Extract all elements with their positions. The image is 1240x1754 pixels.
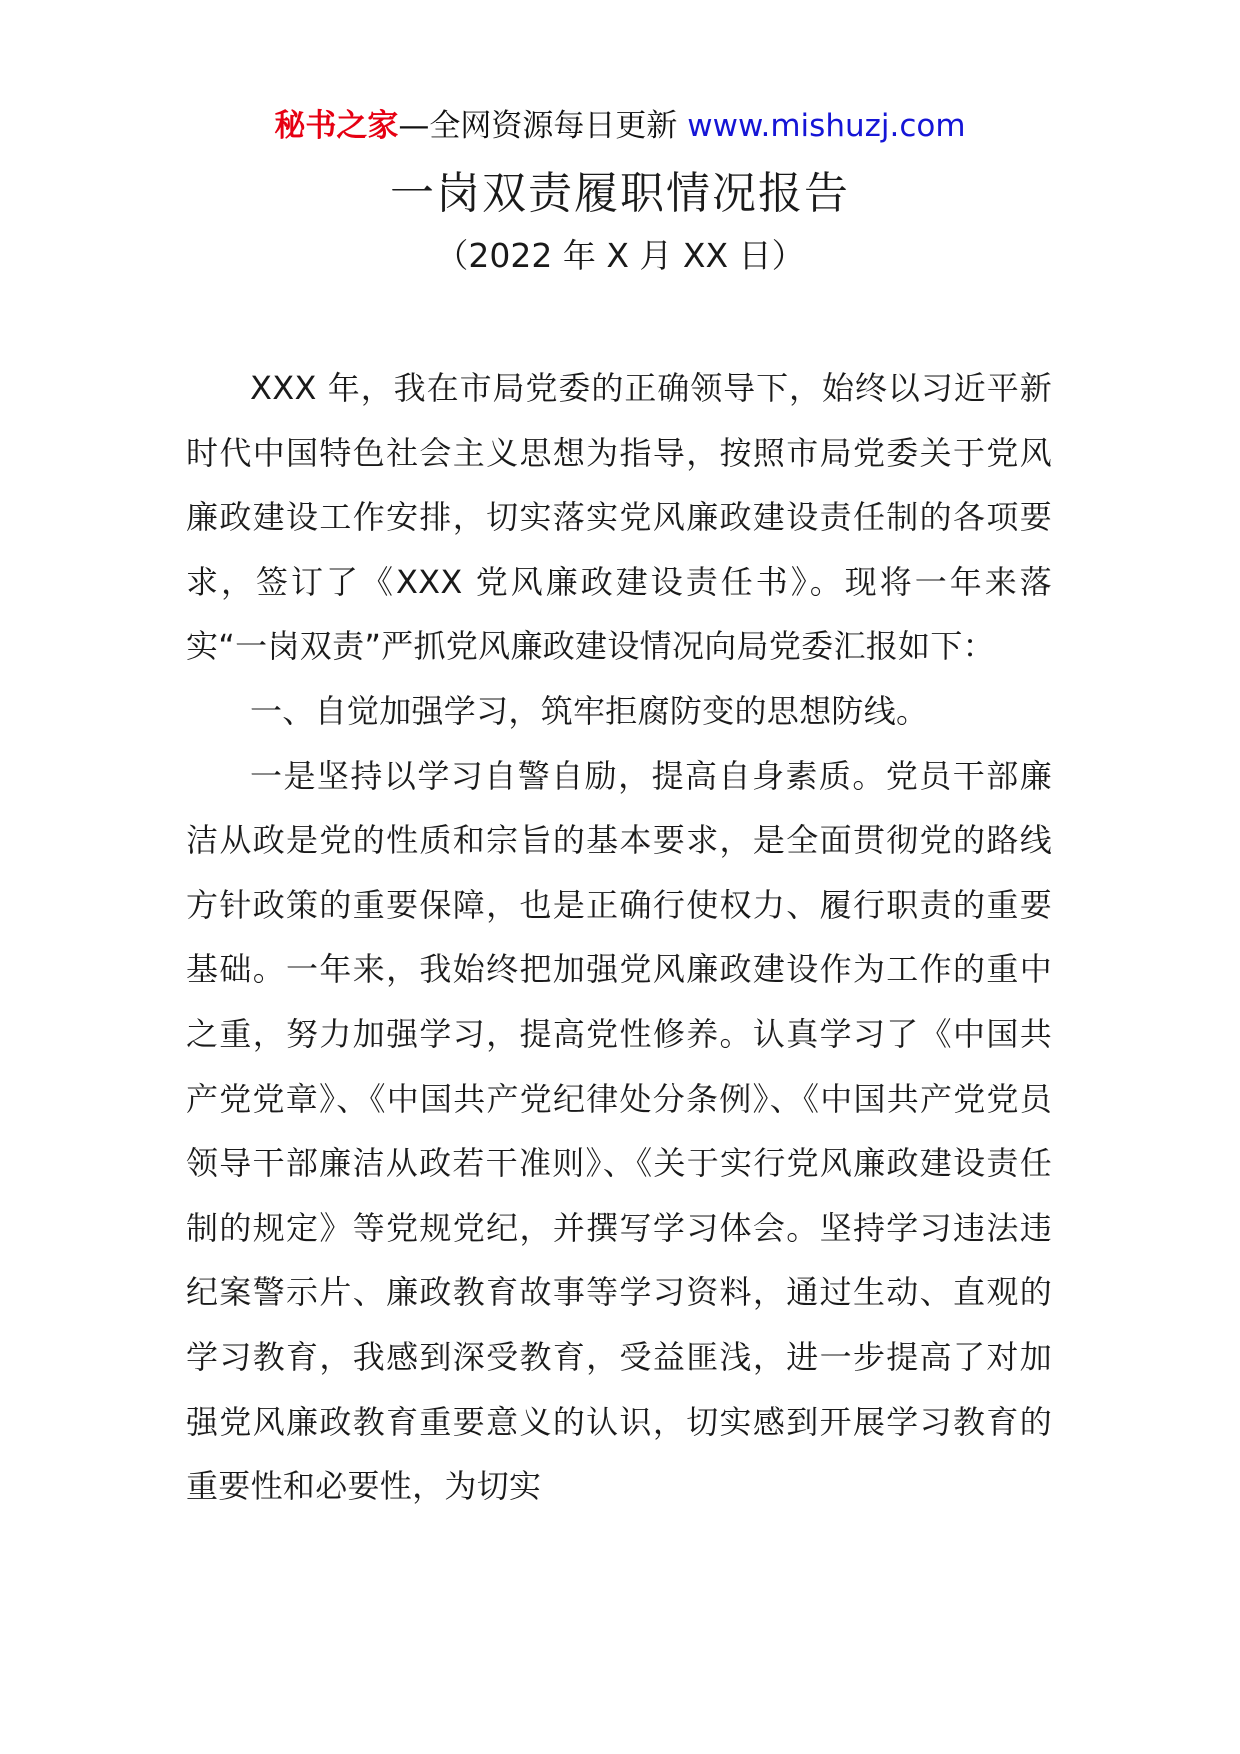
- document-title: 一岗双责履职情况报告: [390, 168, 850, 219]
- site-banner: [0, 104, 1240, 148]
- banner-slogan: —全网资源每日更新: [398, 108, 688, 144]
- section-heading-1: 一、自觉加强学习，筑牢拒腐防变的思想防线。: [250, 691, 929, 730]
- brand-name: 秘书之家: [274, 108, 399, 144]
- document-body: [186, 356, 1052, 1519]
- document-date: （2022 年 X 月 XX 日）: [435, 236, 805, 275]
- site-url-link[interactable]: www.mishuzj.com: [687, 108, 966, 144]
- paragraph-point-1: 一是坚持以学习自警自励，提高自身素质。党员干部廉洁从政是党的性质和宗旨的基本要求，是全面贯彻党的路线方针政策的重要保障，也是正确行使权力、履行职责的重要基础。一年来，我始终把加强党风廉政建设作为工作的重中之重，努力加强学习，提高党性修养。认真学习了《中国共产党党章》、《中国共产党纪律处分条例》、《中国共产党党员领导干部廉洁从政若干准则》、《关于实行党风廉政建设责任制的规定》等党规党纪，并撰写学习体会。坚持学习违法违纪案警示片、廉政教育故事等学习资料，通过生动、直观的学习教育，我感到深受教育，受益匪浅，进一步提高了对加强党风廉政教育重要意义的认识，切实感到开展学习教育的重要性和必要性，为切实: [186, 756, 1052, 1506]
- paragraph-intro: XXX 年，我在市局党委的正确领导下，始终以习近平新时代中国特色社会主义思想为指导，按照市局党委关于党风廉政建设工作安排，切实落实党风廉政建设责任制的各项要求，签订了《XXX 党风廉政建设责任书》。现将一年来落实“一岗双责”严抓党风廉政建设情况向局党委汇报如下：: [186, 369, 1052, 666]
